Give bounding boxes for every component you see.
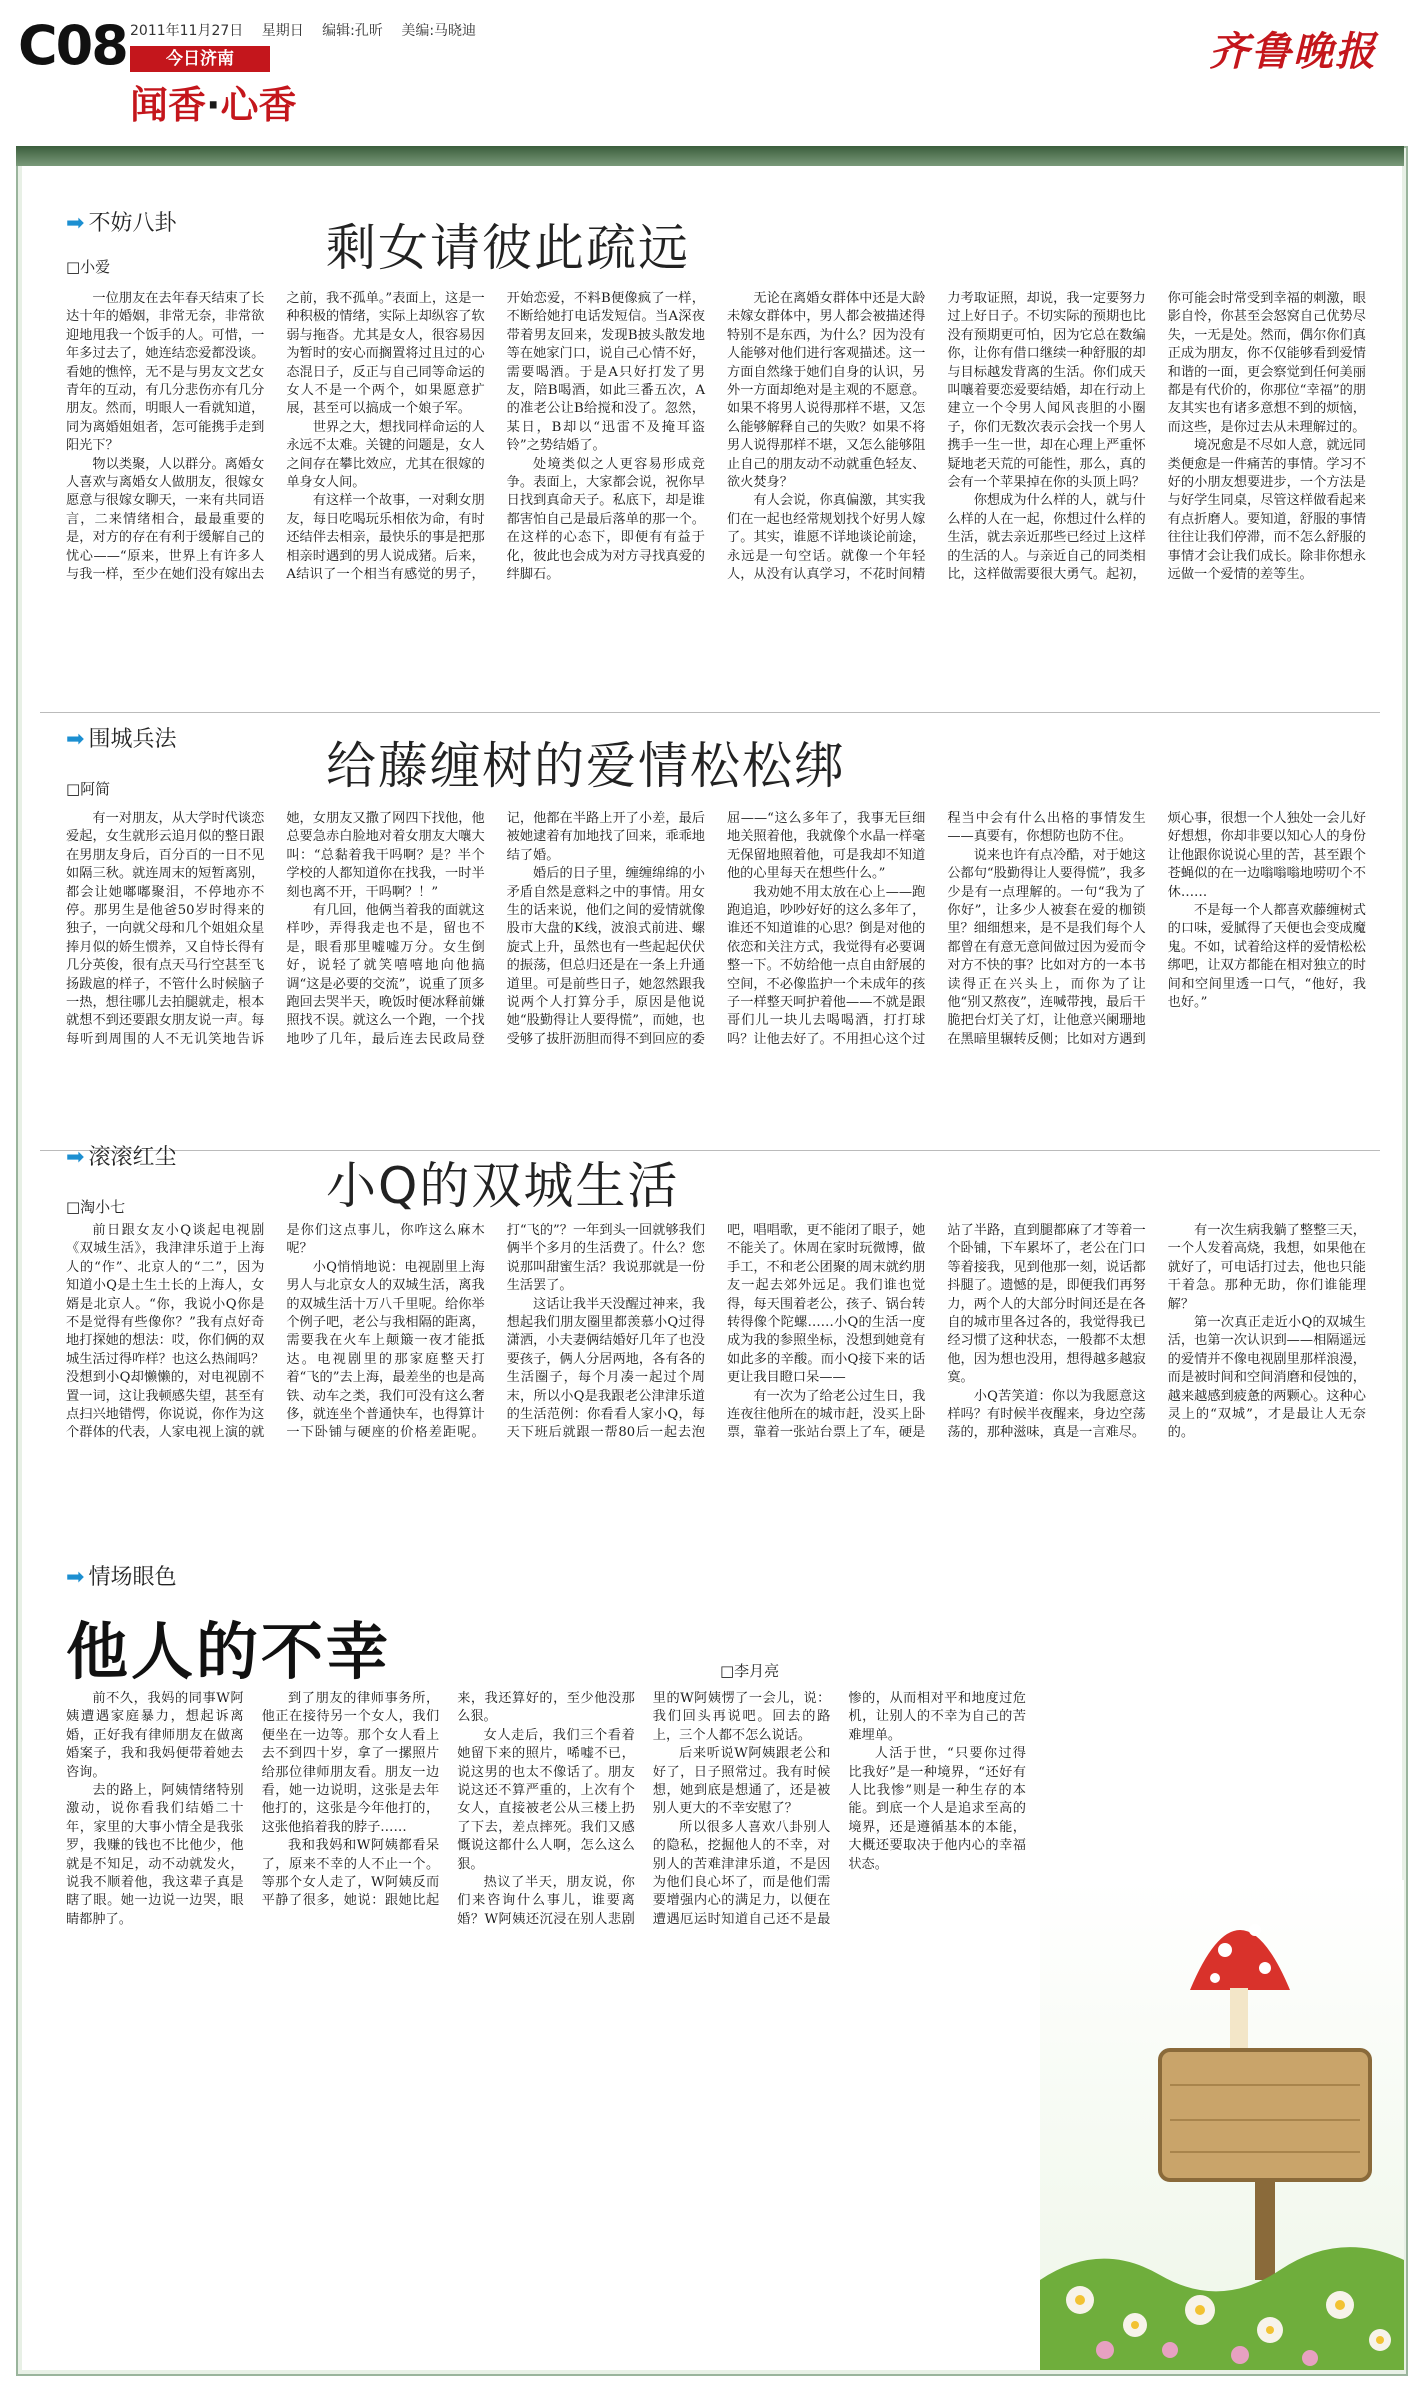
article-1-paragraph: 境况愈是不尽如人意，就远同类便愈是一件痛苦的事情。学习不好的小朋友想要进步，一个方法是与好学生同桌，尽管这样做看起来有点折磨人。要知道，舒服的事情往往让我们停滞，而不怎么舒服的事情才会让我们成长。除非你想永远做一个爱情的差等生。 <box>1167 438 1366 583</box>
article-3-paragraph: 小Q悄悄地说：电视剧里上海男人与北京女人的双城生活，离我的双城生活十万八千里呢。给你举个例子吧，老公与我相隔的距离，需要我在火车上颠簸一夜才能抵达。电视剧里的那家庭整天打着“飞的”去上海，最差坐的也是高铁、动车之类，我们可没有这么奢侈，就连坐个普通快车，也得算计一下卧铺与硬座的价格差距呢。打“飞的”？一年到头一回就够我们俩半个多月的生活费了。什么？您说那叫甜蜜生活？我说那就是一份生活罢了。 <box>286 1223 705 1441</box>
column-title-part1: 闻香 <box>130 83 207 127</box>
kicker-2-label: 围城兵法 <box>88 727 177 752</box>
arrow-icon: ➡ <box>66 727 85 752</box>
kicker-1 <box>66 206 176 237</box>
article-4-paragraph: 女人走后，我们三个看着她留下来的照片，唏嘘不已，说这男的也太不像话了。朋友说这还不算严重的，上次有个女人，直接被老公从三楼上扔了下去，差点摔死。我们又感慨说这都什么人啊，怎么这么狠。 <box>457 1727 635 1872</box>
headline-1: 剩女请彼此疏远 <box>326 219 690 277</box>
byline-2: □阿简 <box>66 780 111 798</box>
article-4-paragraph: 所以很多人喜欢八卦别人的隐私，挖掘他人的不幸，对别人的苦难津津乐道，不是因为他们良心坏了，而是他们需要增强内心的满足力，以便在遭遇厄运时知道自己还不是最惨的，从而相对平和地度过危机，让别人的不幸为自己的苦难埋单。 <box>652 1691 1026 1927</box>
article-1-body <box>66 290 1366 700</box>
article-1-paragraph: 你想成为什么样的人，就与什么样的人在一起，你想过什么样的生活，就去亲近那些已经过上这样的生活的人。与亲近自己的同类相比，这样做需要很大勇气。起初，你可能会时常受到幸福的刺激，眼影自怜，你甚至会怒窝自己优势尽失，一无是处。然而，偶尔你们真正成为朋友，你不仅能够看到爱情和谐的一面，更会察觉到任何美丽都是有代价的，你那位“幸福”的朋友其实也有诸多意想不到的烦恼，而这些，是你过去从未理解过的。 <box>947 291 1366 583</box>
editor-credit: 编辑:孔昕 <box>322 23 383 39</box>
page-number: C08 <box>18 14 127 77</box>
kicker-3 <box>66 1140 176 1171</box>
byline-1: □小爱 <box>66 258 111 276</box>
article-1-paragraph: 物以类聚，人以群分。离婚女人喜欢与离婚女人做朋友，很嫁女愿意与很嫁女聊天，一来有共同语言，二来情绪相合，最最重要的是，对方的存在有利于缓解自己的忧心——“原来，世界上有许多人与我一样，至少在她们没有嫁出去之前，我不孤单。”表面上，这是一种积极的情绪，实际上却纵容了软弱与拖沓。尤其是女人，很容易因为暂时的安心而搁置将过且过的心态混日子，反正与自己同等命运的女人不是一个两个，如果愿意扩展，甚至可以搞成一个娘子军。 <box>66 291 485 583</box>
article-4-paragraph: 去的路上，阿姨情绪特别激动，说你看我们结婚二十年，家里的大事小情全是我张罗，我赚的钱也不比他少，他就是不知足，动不动就发火，说我不顺着他，我这辈子真是瞎了眼。她一边说一边哭，眼睛都肿了。 <box>66 1783 244 1927</box>
article-4-paragraph: 前不久，我妈的同事W阿姨遭遇家庭暴力，想起诉离婚，正好我有律师朋友在做离婚案子，我和我妈便带着她去咨询。 <box>66 1691 244 1780</box>
column-title <box>130 74 296 129</box>
kicker-3-label: 滚滚红尘 <box>88 1145 177 1170</box>
article-4-paragraph: 热议了半天，朋友说，你们来咨询什么事儿，谁要离婚？W阿姨还沉浸在别人悲剧里的W阿姨愣了一会儿，说：我们回头再说吧。回去的路上，三个人都不怎么说话。 <box>457 1691 831 1927</box>
article-3-paragraph: 第一次真正走近小Q的双城生活，也第一次认识到——相隔遥远的爱情并不像电视剧里那样浪漫，而是被时间和空间消磨和侵蚀的，越来越感到疲惫的两颗心。这种心灵上的“双城”，才是最让人无奈的。 <box>1167 1315 1366 1441</box>
article-4-body <box>66 1690 1026 2350</box>
kicker-4 <box>66 1560 176 1591</box>
divider-2 <box>40 1150 1380 1151</box>
issue-date: 2011年11月27日 <box>130 23 244 39</box>
article-3-paragraph: 有一次生病我躺了整整三天，一个人发着高烧，我想，如果他在就好了，可电话打过去，他也只能干着急。那种无助，你们谁能理解？ <box>1167 1223 1366 1312</box>
article-3-body <box>66 1222 1366 1552</box>
article-2-paragraph: 婚后的日子里，缠缠绵绵的小矛盾自然是意料之中的事情。用女生的话来说，他们之间的爱情就像股市大盘的K线，波浪式前进、螺旋式上升，虽然也有一些起起伏伏的振荡，但总归还是在一条上升通道里。可是前些日子，她忽然跟我说两个人打算分手，原因是他说她“股勤得让人要得慌”，而她，也受够了拔肝沥胆而得不到回应的委屈——“这么多年了，我事无巨细地关照着他，我就像个水晶一样毫无保留地照着他，可是我却不知道他的心里每天在想些什么。” <box>506 811 926 1047</box>
article-3-paragraph: 前日跟女友小Q谈起电视剧《双城生活》，我津津乐道于上海人的“作”、北京人的“二”，因为知道小Q是土生土长的上海人，女婿是北京人。“你，我说小Q你是不是觉得有些像你？”我有点好奇地打探她的想法：哎，你们俩的双城生活过得咋样？也这么热闹吗？没想到小Q却懒懒的，对电视剧不置一词，这让我顿感失望，甚至有点扫兴地错愕，你说说，你作为这个群体的代表，人家电视上演的就是你们这点事儿，你咋这么麻木呢？ <box>66 1223 485 1441</box>
article-4-paragraph: 后来听说W阿姨跟老公和好了，日子照常过。我有时候想，她到底是想通了，还是被别人更大的不幸安慰了？ <box>652 1746 831 1817</box>
masthead <box>0 0 1417 140</box>
article-4-paragraph: 到了朋友的律师事务所，他正在接待另一个女人，我们便坐在一边等。那个女人看上去不到四十岁，拿了一摞照片给那位律师朋友看。朋友一边看，她一边说明，这张是去年他打的，这张是今年他打的，这张他掐着我的脖子…… <box>261 1691 440 1835</box>
article-2-body <box>66 810 1366 1140</box>
article-1-paragraph: 无论在离婚女群体中还是大龄未嫁女群体中，男人都会被描述得特别不是东西，为什么？因为没有人能够对他们进行客观描述。这一方面自然缘于她们自身的认识，另外一方面却绝对是主观的不愿意。如果不将男人说得那样不堪，又怎么能够解释自己的失败？如果不将男人说得那样不堪，又怎么能够阻止自己的朋友动不动就重色轻友、欲火焚身？ <box>726 291 926 491</box>
decorative-illustration <box>1040 1880 1404 2370</box>
kicker-1-label: 不妨八卦 <box>88 211 177 236</box>
arrow-icon: ➡ <box>66 211 85 236</box>
issue-weekday: 星期日 <box>261 23 304 39</box>
article-1-paragraph: 世界之大，想找同样命运的人永远不太难。关键的问题是，女人之间存在攀比效应，尤其在很嫁的单身女人间。 <box>286 419 485 491</box>
headline-2: 给藤缠树的爱情松松绑 <box>326 737 846 795</box>
article-1-paragraph: 有这样一个故事，一对剩女朋友，每日吃喝玩乐相依为命，有时还结伴去相亲，最快乐的事是把那相亲时遇到的男人说成猪。后来，A结识了一个相当有感觉的男子，开始恋爱，不料B便像疯了一样，不断给她打电话发短信。当A深夜带着男友回来，发现B披头散发地等在她家门口，说自己心情不好，需要喝酒。于是A只好打发了男友，陪B喝酒，如此三番五次，A的准老公让B给搅和没了。忽然，某日，B却以“迅雷不及掩耳盗铃”之势结婚了。 <box>286 291 705 583</box>
arrow-icon: ➡ <box>66 1565 85 1590</box>
article-3-paragraph: 有一次为了给老公过生日，我连夜往他所在的城市赶，没买上卧票，靠着一张站台票上了车，硬是站了半路，直到腿都麻了才等着一个卧铺，下车累坏了，老公在门口等着接我，见到他那一刻，说话都抖腿了。遗憾的是，即便我们再努力，两个人的大部分时间还是在各自的城市里各过各的，我觉得我已经习惯了这种状态，一般都不太想他，因为想也没用，想得越多越寂寞。 <box>726 1223 1146 1441</box>
article-1-paragraph: 有人会说，你真偏激，其实我们在一起也经常规划找个好男人嫁了。其实，谁愿不详地谈论前途，永远是一句空话。就像一个年轻人，从没有认真学习，不花时间精力考取证照，却说，我一定要努力过上好日子。不切实际的预期也比没有预期更可怕，因为它总在数编你，让你有借口继续一种舒服的却与目标越发背离的生活。你们成天叫嚷着要恋爱要结婚，却在行动上建立一个令男人闻风丧胆的小圈子，你们无数次表示会找一个男人携手一生一世，却在心理上严重怀疑地老天荒的可能性，那么，真的会有一个苹果掉在你的头顶上吗？ <box>726 291 1146 583</box>
column-title-part2: 心香 <box>220 83 297 127</box>
column-title-separator: · <box>206 83 221 127</box>
article-2-paragraph: 有一对朋友，从大学时代谈恋爱起，女生就形云追月似的整日跟在男朋友身后，百分百的一日不见如隔三秋。就连周末的短暂离别，都会让她嘟嘟聚泪，不停地亦不停。那男生是他爸50岁时得来的独子，一向就父母和几个姐姐众星捧月似的娇生惯养，又自恃长得有几分英俊，很有点天马行空甚至飞扬跋扈的样子，不管什么时候脑子一热，想往哪儿去拍腿就走，根本就想不到还要跟女朋友说一声。每每听到周围的人不无讥笑地告诉她，女朋友又撒了网四下找他，他总要急赤白脸地对着女朋友大嚷大叫：“总黏着我干吗啊？是？半个学校的人都知道你在找我，一时半刻也离不开，干吗啊？！” <box>66 811 485 1047</box>
kicker-4-label: 情场眼色 <box>88 1565 177 1590</box>
article-1-paragraph: 处境类似之人更容易形成竞争。表面上，大家都会说，祝你早日找到真命天子。私底下，却是谁都害怕自己是最后落单的那一个。在这样的心态下，即便有有益于化，彼此也会成为对方寻找真爱的绊脚石。 <box>506 456 705 583</box>
section-tag: 今日济南 <box>130 46 270 72</box>
article-4-paragraph: 我和我妈和W阿姨都看呆了，原来不幸的人不止一个。等那个女人走了，W阿姨反而平静了很多，她说：跟她比起来，我还算好的，至少他没那么狠。 <box>261 1691 635 1909</box>
top-band <box>16 146 1404 166</box>
article-3-paragraph: 小Q苦笑道：你以为我愿意这样吗？有时候半夜醒来，身边空荡荡的，那种滋味，真是一言难尽。 <box>947 1388 1146 1441</box>
article-2-paragraph: 我劝她不用太放在心上——跑跑追追，吵吵好好的这么多年了，谁还不知道谁的心思？倒是对他的依恋和关注方式，我觉得有必要调整一下。不妨给他一点自由舒展的空间，不必像监护一个未成年的孩子一样整天呵护着他——不就是跟哥们儿一块儿去喝喝酒，打打球吗？让他去好了。不用担心这个过程当中会有什么出格的事情发生——真要有，你想防也防不住。 <box>726 811 1146 1047</box>
headline-3: 小Q的双城生活 <box>326 1157 680 1215</box>
newspaper-logo: 齐鲁晚报 <box>1209 28 1377 75</box>
divider-1 <box>40 712 1380 713</box>
article-4-paragraph: 人活于世，“只要你过得比我好”是一种境界，“还好有人比我惨”则是一种生存的本能。到底一个人是追求至高的境界，还是遵循基本的本能，大概还要取决于他内心的幸福状态。 <box>848 1746 1026 1872</box>
article-1-paragraph: 一位朋友在去年春天结束了长达十年的婚姻，非常无奈，非常欲迎地甩我一个饭手的人。可惜，一年多过去了，她连结恋爱都没谈。看她的憔悴，无不是与男友文艺女青年的互动，有几分悲伤亦有几分朋友。然而，明眼人一看就知道，同为离婚姐姐者，怎可能携手走到阳光下？ <box>66 291 265 454</box>
mushroom-signboard-icon <box>1040 1880 1404 2370</box>
byline-3: □淘小七 <box>66 1198 126 1216</box>
article-2-paragraph: 有几回，他俩当着我的面就这样吵，弄得我走也不是，留也不是，眼看那里嘘嘘万分。女生倒好，说轻了就笑嘻嘻地向他搞调“这是必要的交流”，说重了顶多跑回去哭半天，晚饭时便冰释前嫌照找不误。就这么一个跑，一个找地吵了几年，最后连去民政局登记，他都在半路上开了小差，最后被她逮着有加地找了回来，乖乖地结了婚。 <box>286 811 705 1047</box>
dateline <box>130 20 490 40</box>
byline-4: □李月亮 <box>720 1662 780 1680</box>
designer-credit: 美编:马晓迪 <box>401 23 477 39</box>
headline-4: 他人的不幸 <box>66 1615 392 1688</box>
arrow-icon: ➡ <box>66 1145 85 1170</box>
article-2-paragraph: 说来也许有点冷酷，对于她这公都句“股勤得让人要得慌”，我多少是有一点理解的。一句“我为了你好”，让多少人被套在爱的枷锁里？细细想来，是不是我们每个人都曾在有意无意间做过因为爱而令对方不快的事？比如对方的一本书读得正在兴头上，而你为了让他“别又熬夜”，连喊带拽，最后干脆把台灯关了灯，让他意兴阑珊地在黑暗里辗转反侧；比如对方遇到烦心事，很想一个人独处一会儿好好想想，你却非要以知心人的身份让他跟你说说心里的苦，甚至跟个苍蝇似的在一边嗡嗡嗡地唠叨个不休…… <box>947 811 1366 1047</box>
kicker-2 <box>66 722 176 753</box>
article-2-paragraph: 不是每一个人都喜欢藤缠树式的口味，爱腻得了天便也会变成魔鬼。不如，试着给这样的爱情松松绑吧，让双方都能在相对独立的时间和空间里透一口气，“他好，我也好。” <box>1167 903 1366 1011</box>
article-3-paragraph: 这话让我半天没醒过神来，我想起我们朋友圈里都羡慕小Q过得潇洒，小夫妻俩结婚好几年了也没要孩子，俩人分居两地，各有各的生活圈子，每个月凑一起过个周末，所以小Q是我跟老公津津乐道的生活范例：你看看人家小Q，每天下班后就跟一帮80后一起去泡吧，唱唱歌，更不能闭了眼子，她不能关了。休周在家时玩微博，做手工，不和老公团聚的周末就约朋友一起去郊外远足。我们谁也觉得，每天围着老公，孩子、锅台转转得像个陀螺……小Q的生活一度成为我的参照坐标，没想到她竟有如此多的辛酸。而小Q接下来的话更让我目瞪口呆—— <box>506 1223 926 1441</box>
